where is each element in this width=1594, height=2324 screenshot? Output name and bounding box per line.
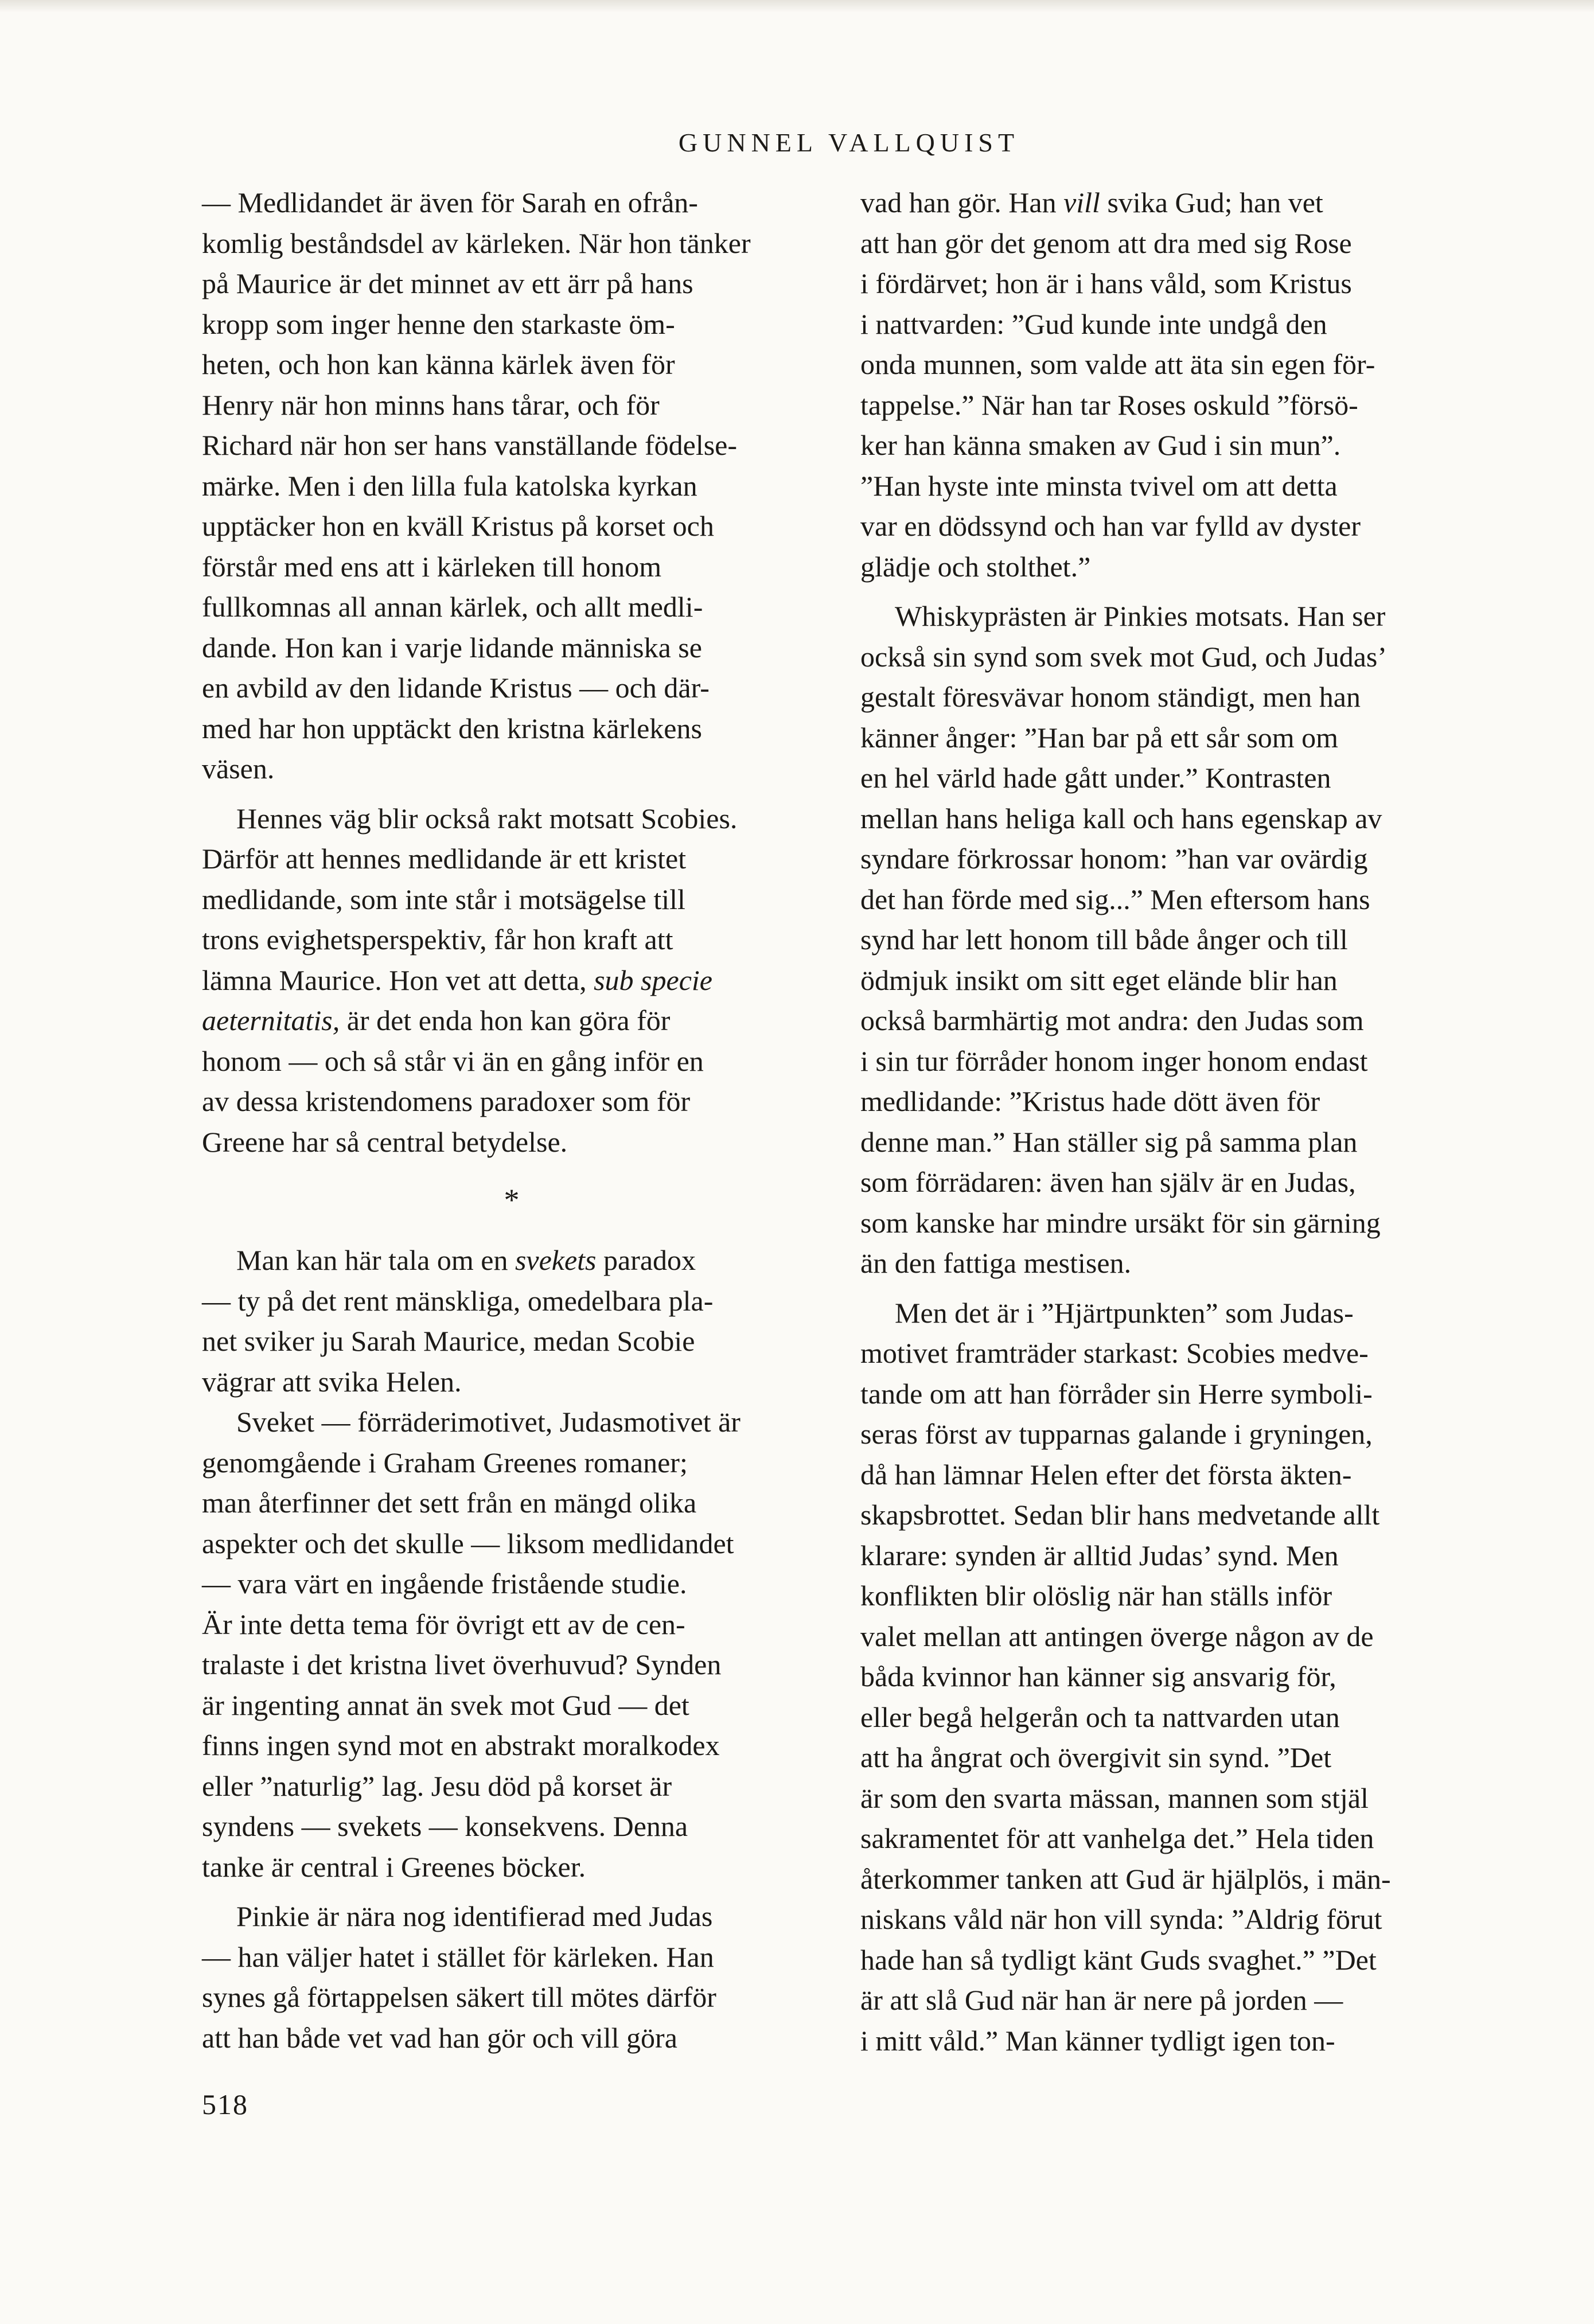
italic-text: vill [1063,186,1100,219]
section-separator: * [504,1183,520,1217]
paragraph [202,1240,821,1402]
paragraph [202,798,821,1163]
text-run: Hennes väg blir också rakt motsatt Scobies. Därför att hennes medlidande är ett kristet medlidande, som inte står i motsägelse till trons evighetsperspektiv, får hon kraft att lämna Maurice. Hon vet att detta, [202,802,738,996]
text-run: är det enda hon kan göra för honom — och så står vi än en gång inför en av dessa kristendomens paradoxer som för Greene har så central betydelse. [202,1004,704,1158]
running-title: GUNNEL VALLQUIST [678,128,1020,157]
paragraph: — Medlidandet är även för Sarah en ofrån- komlig beståndsdel av kärleken. När hon tänker på Maurice är det minnet av ett ärr på hans kropp som inger henne den starkaste öm- heten, och hon kan känna kärlek även för Henry när hon minns hans tårar, och för Richard när hon ser hans vanställande födelse- märke. Men i den lilla fula katolska kyrkan upptäcker hon en kväll Kristus på korset och förstår med ens att i kärleken till honom fullkomnas all annan kärlek, och allt medli- dande. Hon kan i varje lidande människa se en avbild av den lidande Kristus — och där- med har hon upptäckt den kristna kärlekens väsen. [202,186,751,785]
text-run: paradox — ty på det rent mänskliga, omedelbara pla- net sviker ju Sarah Maurice, medan Scobie vägrar att svika Helen. [202,1244,714,1398]
paragraph [860,182,1478,587]
italic-text: svekets [515,1244,597,1276]
paragraph: Men det är i ”Hjärtpunkten” som Judas- motivet framträder starkast: Scobies medve- tande om att han förråder sin Herre symboli- seras först av tupparnas galande i gryningen, då han lämnar Helen efter det första äkten- skapsbrottet. Sedan blir hans medvetande allt klarare: synden är alltid Judas’ synd. Men konflikten blir olöslig när han ställs inför valet mellan att antingen överge någon av de båda kvinnor han känner sig ansvarig för, eller begå helgerån och ta nattvarden utan att ha ångrat och övergivit sin synd. ”Det är som den svarta mässan, mannen som stjäl sakramentet för att vanhelga det.” Hela tiden återkommer tanken att Gud är hjälplös, i män- niskans våld när hon vill synda: ”Aldrig förut hade han så tydligt känt Guds svaghet.” ”Det är att slå Gud när han är nere på jorden — i mitt våld.” Man känner tydligt igen ton- [860,1296,1391,2057]
left-column [202,182,821,2058]
text-run: svika Gud; han vet att han gör det genom att dra med sig Rose i fördärvet; hon är i hans våld, som Kristus i nattvarden: ”Gud kunde inte undgå den onda munnen, som valde att äta sin egen för- tappelse.” När han tar Roses oskuld ”försö- ker han känna smaken av Gud i sin mun”. ”Han hyste inte minsta tvivel om att detta var en dödssynd och han var fylld av dyster glädje och stolthet.” [860,186,1375,583]
italic-text: sub specie aeternitatis, [202,964,712,1036]
paragraph: Sveket — förräderimotivet, Judasmotivet är genomgående i Graham Greenes romaner; man återfinner det sett från en mängd olika aspekter och det skulle — liksom medlidandet — vara värt en ingående fristående studie. Är inte detta tema för övrigt ett av de cen- tralaste i det kristna livet överhuvud? Synden är ingenting annat än svek mot Gud — det finns ingen synd mot en abstrakt moralkodex eller ”naturlig” lag. Jesu död på korset är syndens — svekets — konsekvens. Denna tanke är central i Greenes böcker. [202,1406,741,1883]
text-run: Man kan här tala om en [236,1244,515,1276]
right-column [860,182,1478,2061]
paragraph: Pinkie är nära nog identifierad med Judas — han väljer hatet i stället för kärleken. Han synes gå förtappelsen säkert till mötes därför att han både vet vad han gör och vill göra [202,1900,716,2054]
page-number: 518 [202,2088,248,2120]
page-top-edge [0,0,1594,13]
paragraph: Whiskyprästen är Pinkies motsats. Han ser också sin synd som svek mot Gud, och Judas’ gestalt föresvävar honom ständigt, men han känner ånger: ”Han bar på ett sår som om en hel värld hade gått under.” Kontrasten mellan hans heliga kall och hans egenskap av syndare förkrossar honom: ”han var ovärdig det han förde med sig...” Men eftersom hans synd har lett honom till både ånger och till ödmjuk insikt om sitt eget elände blir han också barmhärtig mot andra: den Judas som i sin tur förråder honom inger honom endast medlidande: ”Kristus hade dött även för denne man.” Han ställer sig på samma plan som förrädaren: även han själv är en Judas, som kanske har mindre ursäkt för sin gärning än den fattiga mestisen. [860,600,1387,1279]
text-run: vad han gör. Han [860,186,1064,219]
